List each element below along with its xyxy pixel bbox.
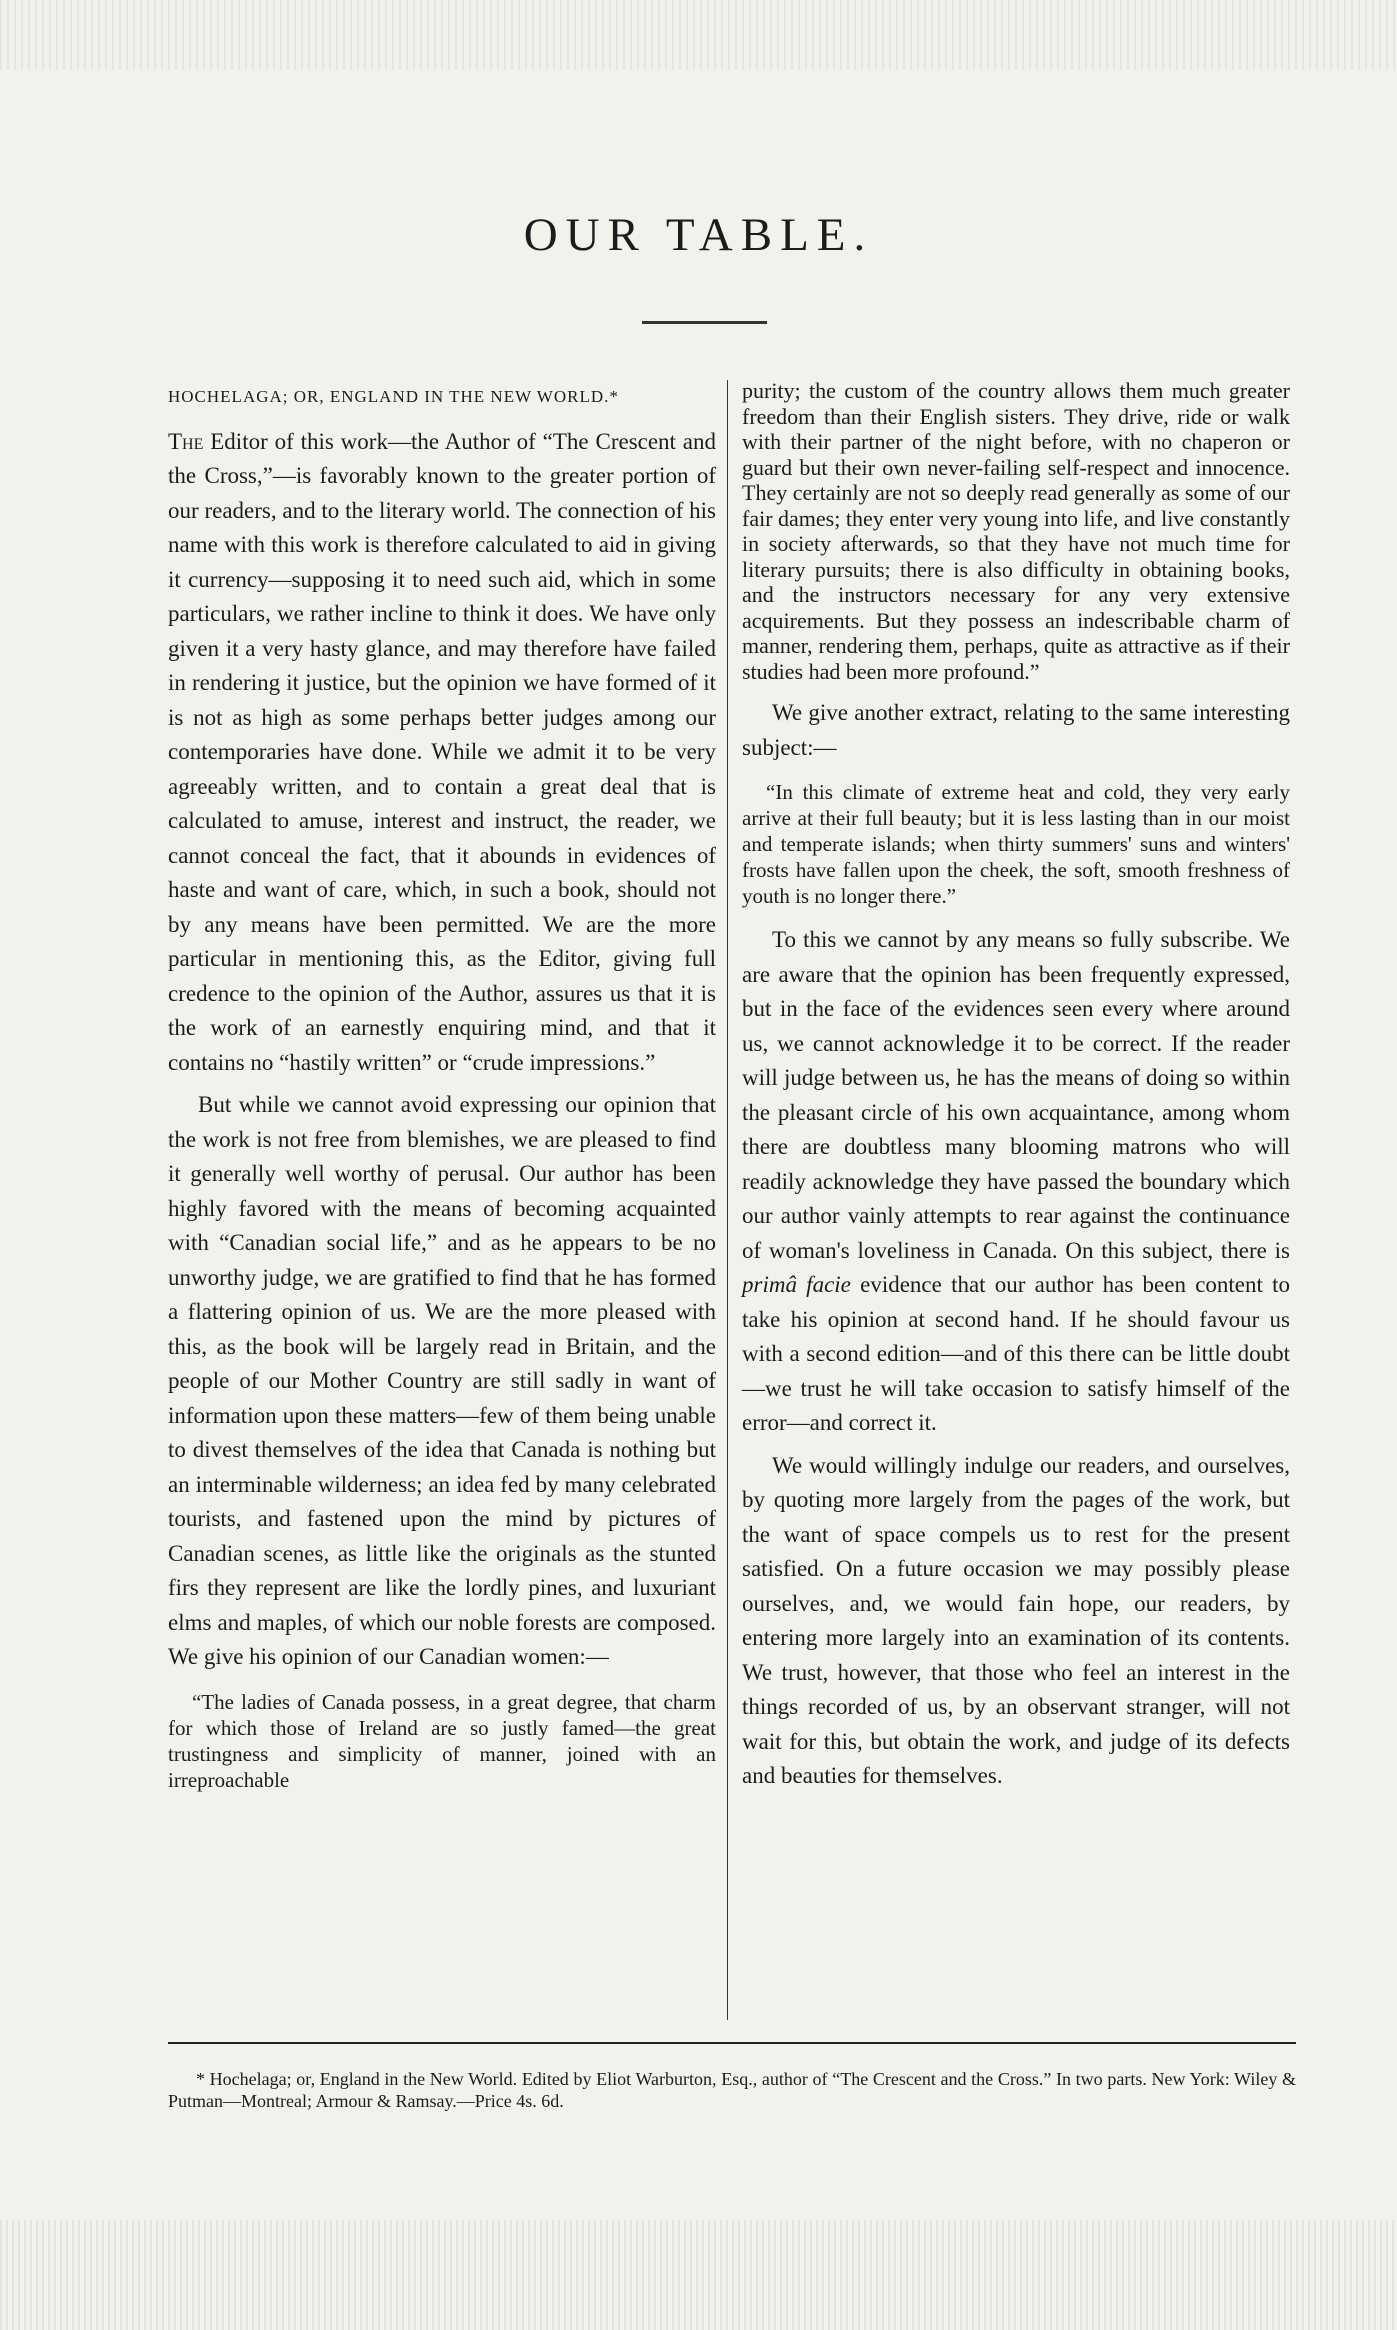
left-column bbox=[168, 380, 716, 1807]
paragraph-opinion: But while we cannot avoid expressing our opinion that the work is not free from blemishes, we are pleased to find it generally well worthy of perusal. Our author has been highly favored with the means of becoming acquainted with “Canadian social life,” and as he appears to be no unworthy judge, we are gratified to find that he has formed a flattering opinion of us. We are the more pleased with this, as the book will be largely read in Britain, and the people of our Mother Country are still sadly in want of information upon these matters—few of them being unable to divest themselves of the idea that Canada is nothing but an interminable wilderness; an idea fed by many celebrated tourists, and fastened upon the mind by pictures of Canadian scenes, as little like the originals as the stunted firs they represent are like the lordly pines, and luxuriant elms and maples, of which our noble forests are composed. We give his opinion of our Canadian women:— bbox=[168, 1092, 716, 1669]
paragraph-intro bbox=[168, 425, 716, 1081]
paragraph-subscribe-b: evidence that our author has been content to take his opinion at second hand. If he should favour us with a second edition—and of this there can be little doubt—we trust he will take occasion to satisfy himself of the error—and correct it. bbox=[742, 1272, 1291, 1435]
quote-climate: “In this climate of extreme heat and cold, they very early arrive at their full beauty; but it is less lasting than in our moist and temperate islands; when thirty summers' suns and winters' frosts have fallen upon the cheek, the soft, smooth freshness of youth is no longer there.” bbox=[742, 780, 1290, 908]
paragraph-subscribe-a: To this we cannot by any means so fully subscribe. We are aware that the opinion has been frequently expressed, but in the face of the evidences seen every where around us, we cannot acknowledge it to be correct. If the reader will judge between us, he has the means of doing so within the pleasant circle of his own acquaintance, among whom there are doubtless many blooming matrons who will readily acknowledge they have passed the boundary which our author vainly attempts to rear against the continuance of woman's loveliness in Canada. On this subject, there is bbox=[742, 927, 1290, 1263]
footnote: * Hochelaga; or, England in the New World. Edited by Eliot Warburton, Esq., author of “The Crescent and the Cross.” In two parts. New York: Wiley & Putman—Montreal; Armour & Ramsay.—Price 4s. 6d. bbox=[168, 2069, 1296, 2111]
title-rule bbox=[642, 321, 767, 324]
paragraph-subscribe bbox=[742, 923, 1290, 1441]
column-divider bbox=[727, 380, 728, 2020]
quote-ladies-end: purity; the custom of the country allows them much greater freedom than their English sisters. They drive, ride or walk with their partner of the night before, with no chaperon or guard but their own never-failing self-respect and innocence. They certainly are not so deeply read generally as some of our fair dames; they enter very young into life, and live constantly in society afterwards, so that they have not much time for literary pursuits; there is also difficulty in obtaining books, and the instructors necessary for any very extensive acquirements. But they possess an indescribable charm of manner, rendering them, perhaps, quite as attractive as if their studies had been more profound.” bbox=[742, 378, 1291, 684]
article-heading: HOCHELAGA; OR, ENGLAND IN THE NEW WORLD.* bbox=[168, 387, 619, 406]
scan-noise-bottom bbox=[0, 2220, 1397, 2330]
page-title: OUR TABLE. bbox=[523, 209, 874, 261]
lead-word: The bbox=[168, 428, 204, 454]
paragraph-final: We would willingly indulge our readers, and ourselves, by quoting more largely from the pages of the work, but the want of space compels us to rest for the present satisfied. On a future occasion we may possibly please ourselves, and, we would fain hope, our readers, by entering more largely into an examination of its contents. We trust, however, that those who feel an interest in the things recorded of us, by an observant stranger, will not wait for this, but obtain the work, and judge of its defects and beauties for themselves. bbox=[742, 1452, 1290, 1788]
paragraph-intro-text: Editor of this work—the Author of “The Crescent and the Cross,”—is favorably known to the greater portion of our readers, and to the literary world. The connection of his name with this work is therefore calculated to aid in giving it currency—supposing it to need such aid, which in some particulars, we rather incline to think it does. We have only given it a very hasty glance, and may therefore have failed in rendering it justice, but the opinion we have formed of it is not as high as some perhaps better judges among our contemporaries have done. While we admit it to be very agreeably written, and to contain a great deal that is calculated to amuse, interest and instruct, the reader, we cannot conceal the fact, that it abounds in evidences of haste and want of care, which, in such a book, should not by any means have been permitted. We are the more particular in mentioning this, as the Editor, giving full credence to the opinion of the Author, assures us that it is the work of an earnestly enquiring mind, and that it contains no “hastily written” or “crude impressions.” bbox=[168, 428, 717, 1075]
footnote-rule bbox=[168, 2042, 1296, 2044]
right-column bbox=[742, 378, 1290, 1794]
quote-ladies-start: “The ladies of Canada possess, in a great degree, that charm for which those of Ireland are so justly famed—the great trustingness and simplicity of manner, joined with an irreproachable bbox=[168, 1689, 716, 1792]
scan-noise-top bbox=[0, 0, 1397, 70]
paragraph-extract: We give another extract, relating to the same interesting subject:— bbox=[742, 700, 1290, 760]
prima-facie: primâ facie bbox=[742, 1272, 851, 1297]
